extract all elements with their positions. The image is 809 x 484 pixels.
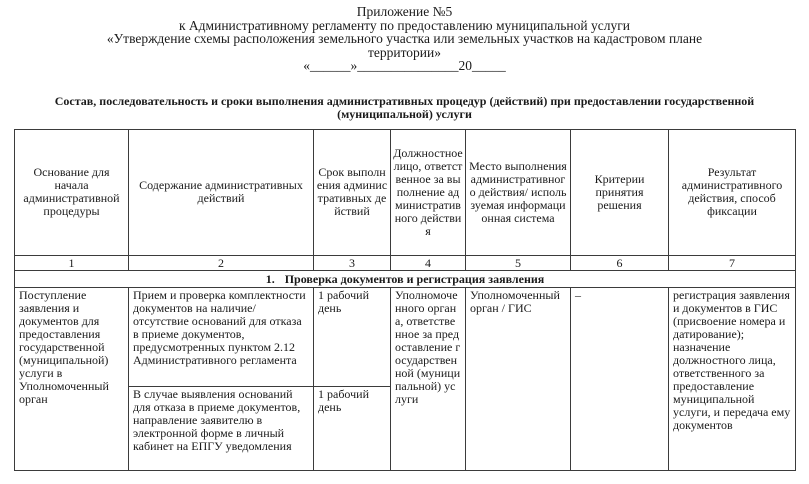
col-number-1: 1 bbox=[15, 255, 129, 270]
document-title: Состав, последовательность и сроки выполнения административных процедур (действий) при предоставлении государственной (муниципальной) услуги bbox=[54, 93, 755, 121]
appendix-regulation-line: к Административному регламенту по предоставлению муниципальной услуги bbox=[179, 17, 630, 33]
cell-place: Уполномоченный орган / ГИС bbox=[466, 287, 571, 470]
col-number-3: 3 bbox=[314, 255, 391, 270]
section-row bbox=[15, 270, 796, 287]
col-number-2: 2 bbox=[129, 255, 314, 270]
cell-result: регистрация заявления и документов в ГИС (присвоение номера и датирование); назначение должностного лица, ответственного за предоставление муниципальной услуги, и передача ему документов bbox=[669, 287, 796, 470]
cell-term-2: 1 рабочий день bbox=[314, 386, 391, 470]
col-header-criteria: Критерии принятия решения bbox=[571, 129, 669, 255]
cell-action-1: Прием и проверка комплектности документов на наличие/отсутствие оснований для отказа в приеме документов, предусмотренных пунктом 2.12 Административного регламента bbox=[129, 287, 314, 386]
col-header-term: Срок выполнения административных действий bbox=[314, 129, 391, 255]
appendix-header bbox=[0, 0, 809, 73]
cell-basis: Поступление заявления и документов для предоставления государственной (муниципальной) услуги в Уполномоченный орган bbox=[15, 287, 129, 470]
cell-term-1: 1 рабочий день bbox=[314, 287, 391, 386]
col-header-content: Содержание административных действий bbox=[129, 129, 314, 255]
col-number-4: 4 bbox=[391, 255, 466, 270]
appendix-number: Приложение №5 bbox=[356, 4, 453, 19]
col-header-place: Место выполнения административного действия/ используемая информационная система bbox=[466, 129, 571, 255]
cell-official: Уполномоченного органа, ответственное за предоставление государственной (муниципальной) услуги bbox=[391, 287, 466, 470]
col-header-result: Результат административного действия, способ фиксации bbox=[669, 129, 796, 255]
col-number-7: 7 bbox=[669, 255, 796, 270]
cell-criteria: – bbox=[571, 287, 669, 470]
col-header-official: Должностное лицо, ответственное за выполнение административного действия bbox=[391, 129, 466, 255]
table-row bbox=[15, 287, 796, 386]
section-title: Проверка документов и регистрация заявления bbox=[284, 271, 545, 286]
appendix-date-line: «______»_______________20_____ bbox=[303, 58, 506, 73]
section-cell bbox=[15, 270, 796, 287]
procedures-table bbox=[14, 129, 796, 471]
appendix-service-name: «Утверждение схемы расположения земельного участка или земельных участков на кадастровом плане территории» bbox=[106, 31, 703, 60]
cell-action-2: В случае выявления оснований для отказа в приеме документов, направление заявителю в электронной форме в личный кабинет на ЕПГУ уведомления bbox=[129, 386, 314, 470]
table-header-row bbox=[15, 129, 796, 255]
col-number-5: 5 bbox=[466, 255, 571, 270]
column-numbers-row bbox=[15, 255, 796, 270]
col-number-6: 6 bbox=[571, 255, 669, 270]
section-number: 1. bbox=[265, 271, 275, 286]
col-header-basis: Основание для начала административной процедуры bbox=[15, 129, 129, 255]
